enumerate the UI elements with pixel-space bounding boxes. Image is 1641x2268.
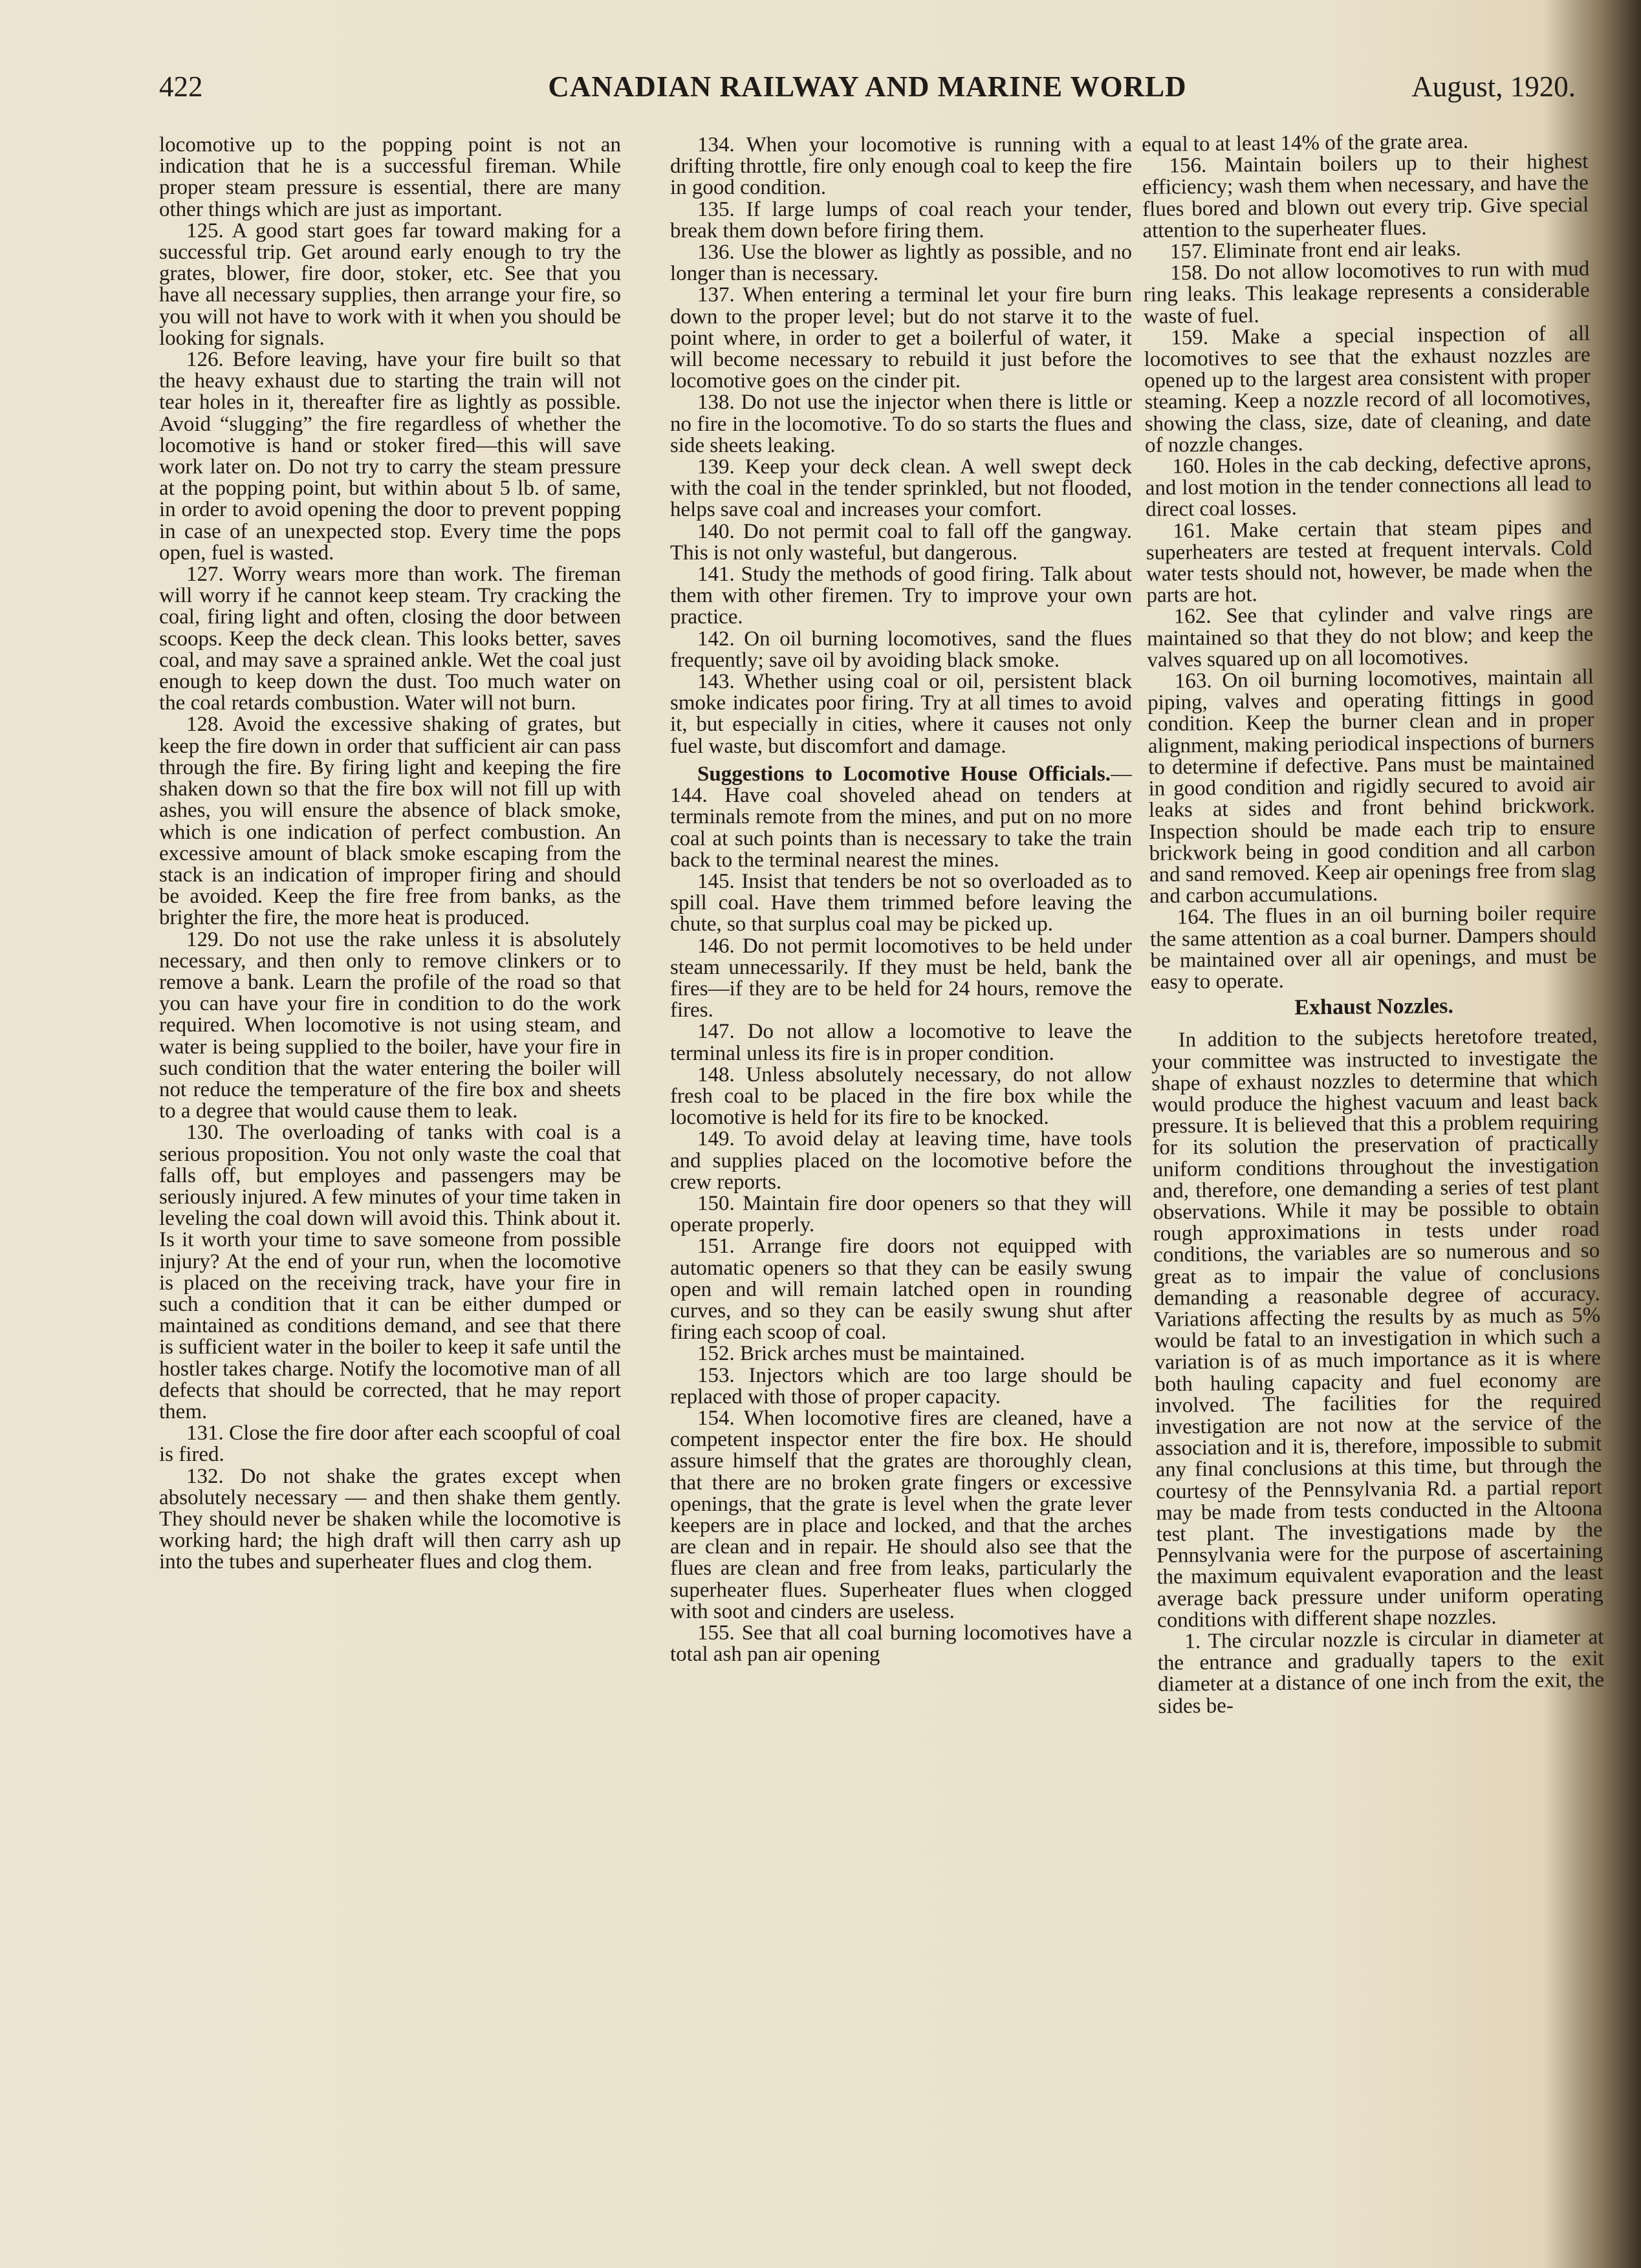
paragraph: 150. Maintain fire door openers so that they will operate properly. [670,1191,1132,1237]
paragraph: 141. Study the methods of good firing. Talk about them with other firemen. Try to improve your own practice. [670,563,1132,629]
paragraph: 158. Do not allow locomotives to run with mud ring leaks. This leakage represents a considerable waste of fuel. [1143,257,1590,329]
paragraph: 153. Injectors which are too large should be replaced with those of proper capacity. [670,1363,1132,1409]
paragraph: 127. Worry wears more than work. The fireman will worry if he cannot keep steam. Try cracking the coal, firing light and often, closing the door between scoops. Keep the deck clean. This looks better, saves coal, and may save a sprained ankle. Wet the coal just enough to keep down the dust. Too much water on the coal retards combustion. Water will not burn. [159,563,621,715]
paragraph: 160. Holes in the cab decking, defective aprons, and lost motion in the tender connections all lead to direct coal losses. [1145,450,1592,522]
paragraph: 128. Avoid the excessive shaking of grates, but keep the fire down in order that sufficient air can pass through the fire. By firing light and keeping the fire shaken down so that the fire box will not fill up with ashes, you will ensure the absence of black smoke, which is one indication of perfect combustion. An excessive amount of black smoke escaping from the stack is an indication of improper firing and should be avoided. Keep the fire free from banks, as the brighter the fire, the more heat is produced. [159,713,621,930]
section-heading: Suggestions to Locomotive House Officials. [697,762,1111,786]
paragraph: 126. Before leaving, have your fire built so that the heavy exhaust due to starting the train will not tear holes in it, thereafter fire as lightly as possible. Avoid “slugging” the fire regardless of whether the locomotive is hand or stoker fired—this will save work later on. Do not try to carry the steam pressure at the popping point, but within about 5 lb. of same, in order to avoid opening the door to prevent popping in case of an unexpected stop. Every time the pops open, fuel is wasted. [159,348,621,565]
section-paragraph [670,764,1132,871]
paragraph: 130. The overloading of tanks with coal is a serious proposition. You not only waste the coal that falls off, but employes and passengers may be seriously injured. A few minutes of your time taken in leveling the coal down will avoid this. Think about it. Is it worth your time to save someone from possible injury? At the end of your run, when the locomotive is placed on the receiving track, have your fire in such a condition that it can be either dumped or maintained as conditions demand, and see that there is sufficient water in the boiler to keep it safe until the hostler takes charge. Notify the locomotive man of all defects that should be corrected, that he may report them. [159,1121,621,1423]
paragraph: 152. Brick arches must be maintained. [697,1342,1025,1366]
paragraph: 157. Eliminate front end air leaks. [1169,237,1462,264]
paragraph: 154. When locomotive fires are cleaned, have a competent inspector enter the fire box. He should assure himself that the grates are thoroughly clean, that there are no broken grate fingers or excessive openings, that the grate is level when the grate lever keepers are in place and locked, and that the arches are clean and in repair. He should also see that the flues are clean and free from leaks, particularly the superheater flues. Superheater flues when clogged with soot and cinders are useless. [670,1406,1132,1623]
section-lead: —144. Have coal shoveled ahead on tenders at terminals remote from the mines, and put on no more coal at such points than is necessary to take the train back to the terminal nearest the mines. [670,762,1132,872]
column-middle [670,135,1132,1665]
paragraph: In addition to the subjects heretofore treated, your committee was instructed to investigate the shape of exhaust nozzles to determine that which would produce the highest vacuum and least back pressure. It is believed that this a problem requiring for its solution the preservation of practically uniform conditions throughout the investigation and, therefore, one demanding a series of test plant observations. While it may be possible to obtain rough approximations in tests under road conditions, the variables are so numerous and so great as to impair the value of conclusions demanding a reasonable degree of accuracy. Variations affecting the results by as much as 5% would be fatal to an investigation in which such a variation is of as much importance as it is where both hauling capacity and fuel economy are involved. The facilities for the required investigation are not now at the service of the association and it is, therefore, impossible to submit any final conclusions at this time, but through the courtesy of the Pennsylvania Rd. a partial report may be made from tests conducted in the Altoona test plant. The investigations made by the Pennsylvania were for the purpose of ascertaining the maximum equivalent evaporation and the least average back pressure under uniform operating conditions with different shape nozzles. [1151,1024,1603,1632]
paragraph: 156. Maintain boilers up to their highest efficiency; wash them when necessary, and have the flues bored and blown out every trip. Give special attention to the superheater flues. [1142,149,1589,243]
paragraph: 134. When your locomotive is running with a drifting throttle, fire only enough coal to keep the fire in good condition. [670,133,1132,200]
paragraph: 148. Unless absolutely necessary, do not allow fresh coal to be placed in the fire box while the locomotive is held for its fire to be knocked. [670,1063,1132,1130]
column-right [1142,130,1605,1718]
paragraph: 1. The circular nozzle is circular in diameter at the entrance and gradually tapers to the exit diameter at a distance of one inch from the exit, the sides be- [1157,1625,1605,1718]
paragraph: 149. To avoid delay at leaving time, have tools and supplies placed on the locomotive before the crew reports. [670,1127,1132,1194]
issue-date: August, 1920. [1411,70,1576,103]
paragraph: 155. See that all coal burning locomotives have a total ash pan air opening [670,1621,1132,1667]
paragraph: 136. Use the blower as lightly as possible, and no longer than is necessary. [670,241,1132,286]
paragraph: 142. On oil burning locomotives, sand the flues frequently; save oil by avoiding black smoke. [670,627,1132,672]
paragraph: 159. Make a special inspection of all locomotives to see that the exhaust nozzles are opened up to the largest area consistent with proper steaming. Keep a nozzle record of all locomotives, showing the class, size, date of cleaning, and date of nozzle changes. [1144,321,1591,457]
paragraph: 143. Whether using coal or oil, persistent black smoke indicates poor firing. Try at all times to avoid it, but especially in cities, where it causes not only fuel waste, but discomfort and damage. [670,670,1132,758]
paragraph: 131. Close the fire door after each scoopful of coal is fired. [159,1421,621,1467]
page-number: 422 [159,70,203,103]
paragraph: 162. See that cylinder and valve rings are maintained so that they do not blow; and keep the valves squared up on all locomotives. [1146,601,1594,672]
paragraph: equal to at least 14% of the grate area. [1141,129,1469,157]
paragraph: 138. Do not use the injector when there is little or no fire in the locomotive. To do so starts the flues and side sheets leaking. [670,391,1132,457]
paragraph: 147. Do not allow a locomotive to leave the terminal unless its fire is in proper condition. [670,1020,1132,1065]
column-left [159,135,621,1573]
paragraph: 125. A good start goes far toward making for a successful trip. Get around early enough to try the grates, blower, fire door, stoker, etc. See that you have all necessary supplies, then arrange your fire, so you will not have to work with it when you should be looking for signals. [159,219,621,350]
section-heading: Exhaust Nozzles. [1294,994,1454,1020]
paragraph: 161. Make certain that steam pipes and superheaters are tested at frequent intervals. Cold water tests should not, however, be made when the parts are hot. [1146,515,1593,608]
paragraph: 145. Insist that tenders be not so overloaded as to spill coal. Have them trimmed before leaving the chute, so that surplus coal may be picked up. [670,869,1132,936]
paragraph: 146. Do not permit locomotives to be held under steam unnecessarily. If they must be held, bank the fires—if they are to be held for 24 hours, remove the fires. [670,934,1132,1022]
paragraph: 140. Do not permit coal to fall off the gangway. This is not only wasteful, but dangerous. [670,519,1132,565]
paragraph: 139. Keep your deck clean. A well swept deck with the coal in the tender sprinkled, but not flooded, helps save coal and increases your comfort. [670,455,1132,522]
paragraph: 132. Do not shake the grates except when absolutely necessary — and then shake them gently. They should never be shaken while the locomotive is working hard; the high draft will then carry ash up into the tubes and superheater flues and clog them. [159,1464,621,1574]
paragraph: 129. Do not use the rake unless it is absolutely necessary, and then only to remove clinkers or to remove a bank. Learn the profile of the road so that you can have your fire in condition to do the work required. When locomotive is not using steam, and water is being supplied to the boiler, have your fire in such condition that the water entering the boiler will not reduce the temperature of the fire box and sheets to a degree that would cause them to leak. [159,927,621,1123]
running-header [159,72,1576,118]
paragraph: 164. The flues in an oil burning boiler require the same attention as a coal burner. Dampers should be maintained over all air openings, and must be easy to operate. [1149,902,1597,994]
paragraph: locomotive up to the popping point is not an indication that he is a successful fireman. While proper steam pressure is essential, there are many other things which are just as important. [159,133,621,221]
paragraph: 163. On oil burning locomotives, maintain all piping, valves and operating fittings in good condition. Keep the burner clean and in proper alignment, making periodical inspections of burners to determine if defective. Pans must be maintained in good condition and rigidly secured to avoid air leaks at sides and front behind brickwork. Inspection should be made each trip to ensure brickwork being in good condition and all carbon and sand removed. Keep air openings free from slag and carbon accumulations. [1147,665,1596,909]
paragraph: 135. If large lumps of coal reach your tender, break them down before firing them. [670,197,1132,243]
paragraph: 137. When entering a terminal let your fire burn down to the proper level; but do not starve it to the point where, in order to get a boilerful of water, it will become necessary to rebuild it just before the locomotive goes on the cinder pit. [670,283,1132,393]
publication-title: CANADIAN RAILWAY AND MARINE WORLD [548,70,1187,103]
paragraph: 151. Arrange fire doors not equipped with automatic openers so that they can be easily swung open and will remain latched open in rounding curves, and so they can be easily swung shut after firing each scoop of coal. [670,1235,1132,1345]
